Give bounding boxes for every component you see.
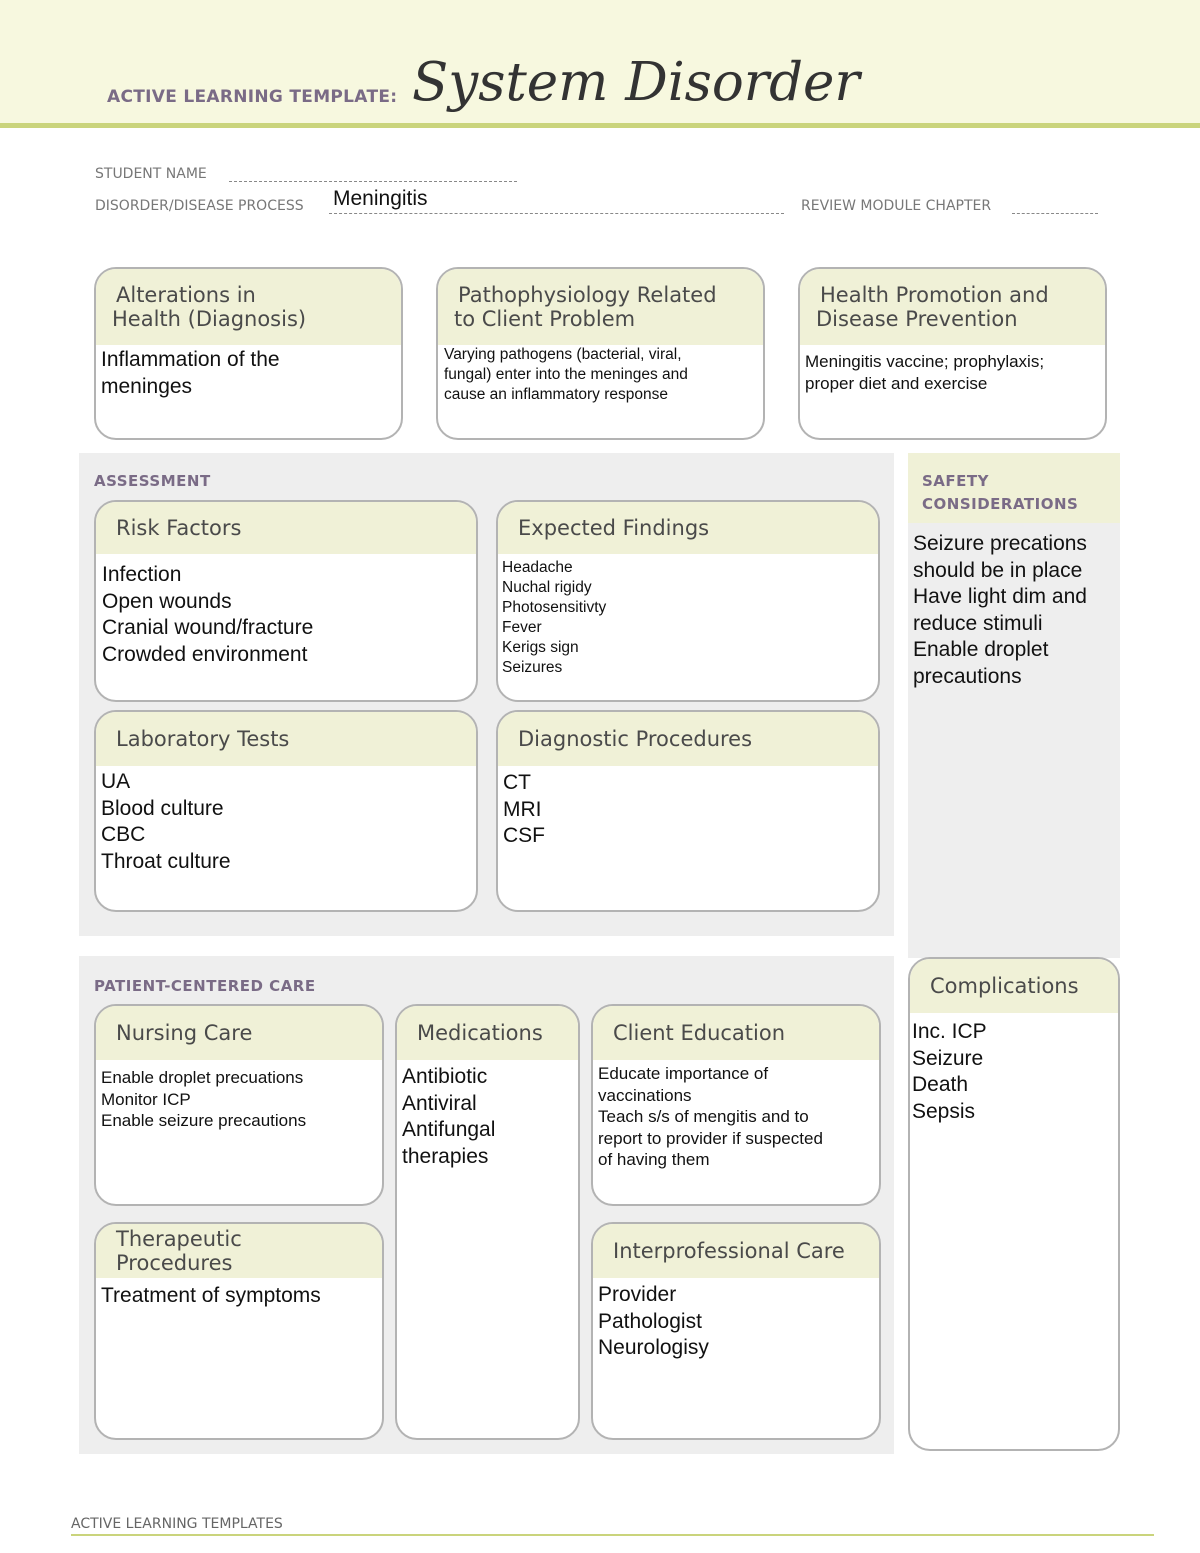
interprofessional-care-card-body: [598, 1282, 874, 1362]
alterations-card: [94, 267, 403, 440]
medication-item: Antifungal: [402, 1118, 496, 1141]
complication-item: Seizure: [912, 1046, 984, 1070]
complications-title: Complications: [930, 974, 1079, 998]
nursing-care-card: [94, 1004, 384, 1206]
safety-title: [922, 470, 1078, 516]
interprofessional-care-item: Neurologisy: [598, 1336, 709, 1359]
footer-label: ACTIVE LEARNING TEMPLATES: [71, 1516, 283, 1532]
client-education-card-body: [598, 1063, 874, 1171]
medication-item: Antiviral: [402, 1091, 477, 1115]
risk-factor-item: Cranial wound/fracture: [102, 616, 314, 639]
therapeutic-procedures-title: Therapeutic Procedures: [116, 1227, 242, 1275]
template-label: ACTIVE LEARNING TEMPLATE:: [107, 87, 398, 107]
client-education-item: Teach s/s of mengitis and to: [598, 1107, 809, 1126]
expected-finding-item: Kerigs sign: [502, 639, 579, 656]
diagnostic-procedures-card: [496, 710, 880, 912]
interprofessional-care-item: Pathologist: [598, 1309, 702, 1333]
header-rule: [0, 123, 1200, 128]
footer-rule: [71, 1534, 1154, 1536]
pathophysiology-card-body: [444, 345, 758, 405]
expected-findings-card-header: [498, 502, 878, 554]
risk-factor-item: Crowded environment: [102, 642, 308, 666]
safety-item: precautions: [913, 664, 1022, 688]
expected-finding-item: Photosensitivty: [502, 599, 607, 616]
review-chapter-field[interactable]: [1012, 200, 1098, 214]
nursing-care-item: Monitor ICP: [101, 1089, 191, 1109]
safety-section: [908, 453, 1120, 958]
client-education-item: report to provider if suspected: [598, 1128, 823, 1148]
medication-item: therapies: [402, 1144, 489, 1168]
medication-item: Antibiotic: [402, 1065, 488, 1088]
safety-item: Seizure precations: [913, 532, 1087, 555]
review-chapter-label: REVIEW MODULE CHAPTER: [801, 198, 992, 214]
diagnostic-procedures-title: Diagnostic Procedures: [518, 727, 753, 751]
laboratory-tests-card-header: [96, 712, 476, 766]
assessment-title: ASSESSMENT: [94, 472, 211, 490]
disease-process-label: DISORDER/DISEASE PROCESS: [95, 198, 304, 214]
interprofessional-care-card: [591, 1222, 881, 1440]
diagnostic-procedure-item: CSF: [503, 824, 545, 847]
laboratory-test-item: Throat culture: [101, 849, 231, 873]
alterations-title-line-2: Health (Diagnosis): [112, 307, 307, 331]
medications-card-header: [397, 1006, 578, 1060]
client-education-card-header: [593, 1006, 879, 1060]
expected-finding-item: Seizures: [502, 659, 563, 676]
pathophysiology-card: [436, 267, 765, 440]
expected-findings-card-body: [502, 558, 873, 678]
pathophysiology-line: Varying pathogens (bacterial, viral,: [444, 346, 682, 363]
laboratory-tests-card-body: [101, 769, 471, 875]
risk-factor-item: Infection: [102, 563, 182, 586]
safety-title-line-2: CONSIDERATIONS: [922, 495, 1079, 513]
therapeutic-procedure-item: Treatment of symptoms: [101, 1284, 321, 1307]
alterations-title-line-1: Alterations in: [116, 283, 256, 307]
alterations-card-header: [96, 269, 401, 345]
health-promotion-line: proper diet and exercise: [805, 373, 988, 393]
diagnostic-procedure-item: CT: [503, 771, 531, 794]
patient-care-title: PATIENT-CENTERED CARE: [94, 977, 316, 995]
alterations-line: Inflammation of the: [101, 348, 280, 371]
client-education-item: of having them: [598, 1150, 710, 1169]
complications-card: [908, 957, 1120, 1451]
interprofessional-care-card-header: [593, 1224, 879, 1278]
nursing-care-card-header: [96, 1006, 382, 1060]
laboratory-test-item: CBC: [101, 823, 146, 846]
nursing-care-item: Enable seizure precautions: [101, 1111, 307, 1130]
medications-card: [395, 1004, 580, 1440]
safety-title-line-1: SAFETY: [922, 472, 989, 490]
expected-finding-item: Headache: [502, 559, 573, 576]
therapeutic-procedures-card-header: [96, 1224, 382, 1278]
client-education-item: vaccinations: [598, 1085, 692, 1105]
interprofessional-care-title: Interprofessional Care: [613, 1239, 845, 1263]
diagnostic-procedures-card-body: [503, 770, 873, 850]
therapeutic-procedures-card: [94, 1222, 384, 1440]
risk-factors-card: [94, 500, 478, 702]
complications-card-body: [912, 1019, 1113, 1125]
health-promotion-line: Meningitis vaccine; prophylaxis;: [805, 352, 1045, 371]
laboratory-tests-card: [94, 710, 478, 912]
health-promotion-card-body: [805, 351, 1100, 394]
risk-factors-card-header: [96, 502, 476, 554]
pathophysiology-title-line-2: to Client Problem: [454, 307, 636, 331]
laboratory-tests-title: Laboratory Tests: [116, 727, 290, 751]
safety-item: Have light dim and: [913, 585, 1087, 608]
health-promotion-title-line-2: Disease Prevention: [816, 307, 1018, 331]
complication-item: Sepsis: [912, 1099, 976, 1123]
pathophysiology-title-line-1: Pathophysiology Related: [458, 283, 717, 307]
nursing-care-title: Nursing Care: [116, 1021, 253, 1045]
pathophysiology-line: fungal) enter into the meninges and: [444, 366, 688, 383]
complication-item: Inc. ICP: [912, 1020, 987, 1043]
pathophysiology-card-header: [438, 269, 763, 345]
safety-item: reduce stimuli: [913, 611, 1043, 635]
complication-item: Death: [912, 1073, 969, 1096]
student-name-label: STUDENT NAME: [95, 166, 207, 182]
laboratory-test-item: Blood culture: [101, 796, 224, 820]
therapeutic-procedures-card-body: [101, 1283, 377, 1310]
client-education-title: Client Education: [613, 1021, 786, 1045]
alterations-card-body: [101, 347, 396, 400]
pathophysiology-line: cause an inflammatory response: [444, 386, 669, 403]
alterations-line: meninges: [101, 374, 193, 398]
risk-factor-item: Open wounds: [102, 589, 232, 613]
expected-finding-item: Fever: [502, 619, 542, 636]
risk-factors-title: Risk Factors: [116, 516, 242, 540]
student-name-field[interactable]: [229, 168, 517, 182]
expected-findings-title: Expected Findings: [518, 516, 710, 540]
risk-factors-card-body: [102, 562, 471, 668]
nursing-care-item: Enable droplet precuations: [101, 1068, 304, 1087]
client-education-item: Educate importance of: [598, 1064, 769, 1083]
safety-body: [913, 531, 1117, 690]
medications-title: Medications: [417, 1021, 543, 1045]
diagnostic-procedure-item: MRI: [503, 797, 542, 821]
disease-process-value: Meningitis: [333, 187, 428, 210]
nursing-care-card-body: [101, 1067, 377, 1132]
expected-findings-card: [496, 500, 880, 702]
page-title: System Disorder: [412, 52, 860, 113]
client-education-card: [591, 1004, 881, 1206]
health-promotion-card: [798, 267, 1107, 440]
health-promotion-card-header: [800, 269, 1105, 345]
safety-item: should be in place: [913, 558, 1083, 582]
interprofessional-care-item: Provider: [598, 1283, 677, 1306]
health-promotion-title-line-1: Health Promotion and: [820, 283, 1049, 307]
complications-card-header: [910, 959, 1118, 1013]
safety-item: Enable droplet: [913, 638, 1049, 661]
expected-finding-item: Nuchal rigidy: [502, 579, 592, 596]
diagnostic-procedures-card-header: [498, 712, 878, 766]
medications-card-body: [402, 1064, 573, 1170]
laboratory-test-item: UA: [101, 770, 131, 793]
